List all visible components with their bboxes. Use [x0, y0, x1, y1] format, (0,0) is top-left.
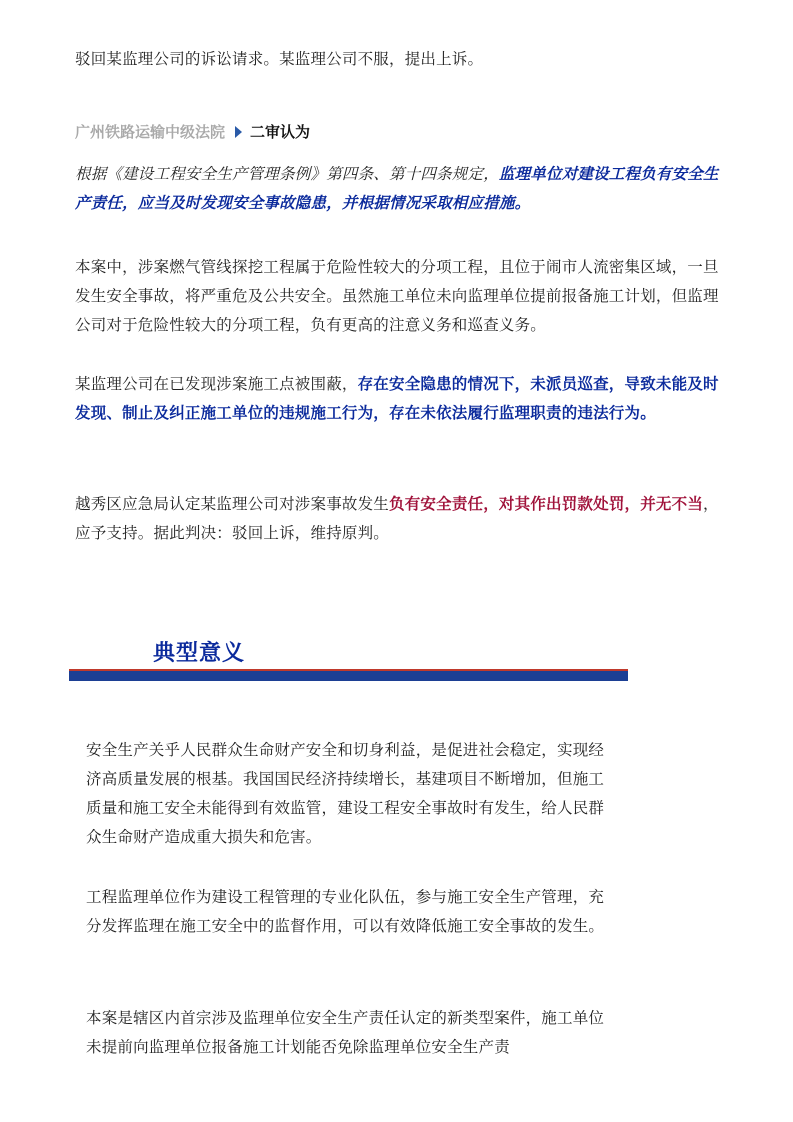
subheading-label: 二审认为 [250, 123, 311, 141]
paragraph-regulation [75, 160, 725, 218]
failure-highlight: 存在安全隐患的情况下，未派员巡查，导致未能及时发现、制止及纠正施工单位的违规施工行为，存在未依法履行监理职责的违法行为。 [75, 375, 719, 422]
triangle-right-icon [235, 126, 242, 138]
meaning-paragraph-1: 安全生产关乎人民群众生命财产安全和切身利益，是促进社会稳定，实现经济高质量发展的根基。我国国民经济持续增长，基建项目不断增加，但施工质量和施工安全未能得到有效监管，建设工程安全事故时有发生，给人民群众生命财产造成重大损失和危害。 [86, 741, 605, 846]
section-divider [69, 671, 628, 681]
court-name: 广州铁路运输中级法院 [75, 123, 226, 141]
judgment-text-start: 越秀区应急局认定某监理公司对涉案事故发生 [75, 495, 390, 513]
intro-paragraph: 驳回某监理公司的诉讼请求。某监理公司不服，提出上诉。 [75, 50, 484, 68]
regulation-highlight: 监理单位对建设工程负有安全生产责任，应当及时发现安全事故隐患，并根据情况采取相应措施。 [75, 165, 719, 212]
paragraph-supervision-failure [75, 370, 725, 428]
judgment-highlight: 负有安全责任，对其作出罚款处罚，并无不当 [389, 495, 704, 513]
meaning-paragraph-3: 本案是辖区内首宗涉及监理单位安全生产责任认定的新类型案件，施工单位未提前向监理单位报备施工计划能否免除监理单位安全生产责 [86, 1009, 605, 1056]
regulation-text: 根据《建设工程安全生产管理条例》第四条、第十四条规定， [75, 165, 499, 183]
meaning-paragraph-2: 工程监理单位作为建设工程管理的专业化队伍，参与施工安全生产管理，充分发挥监理在施工安全中的监督作用，可以有效降低施工安全事故的发生。 [86, 888, 605, 935]
paragraph-case-facts: 本案中，涉案燃气管线探挖工程属于危险性较大的分项工程，且位于闹市人流密集区域，一旦发生安全事故，将严重危及公共安全。虽然施工单位未向监理单位提前报备施工计划，但监理公司对于危险性较大的分项工程，负有更高的注意义务和巡查义务。 [75, 258, 719, 334]
second-instance-subheading [75, 121, 310, 143]
paragraph-judgment [75, 490, 725, 548]
failure-text: 某监理公司在已发现涉案施工点被围蔽， [75, 375, 358, 393]
section-title: 典型意义 [153, 641, 246, 666]
judgment-text-end: ，应予支持。据此判决：驳回上诉，维持原判。 [75, 495, 719, 542]
